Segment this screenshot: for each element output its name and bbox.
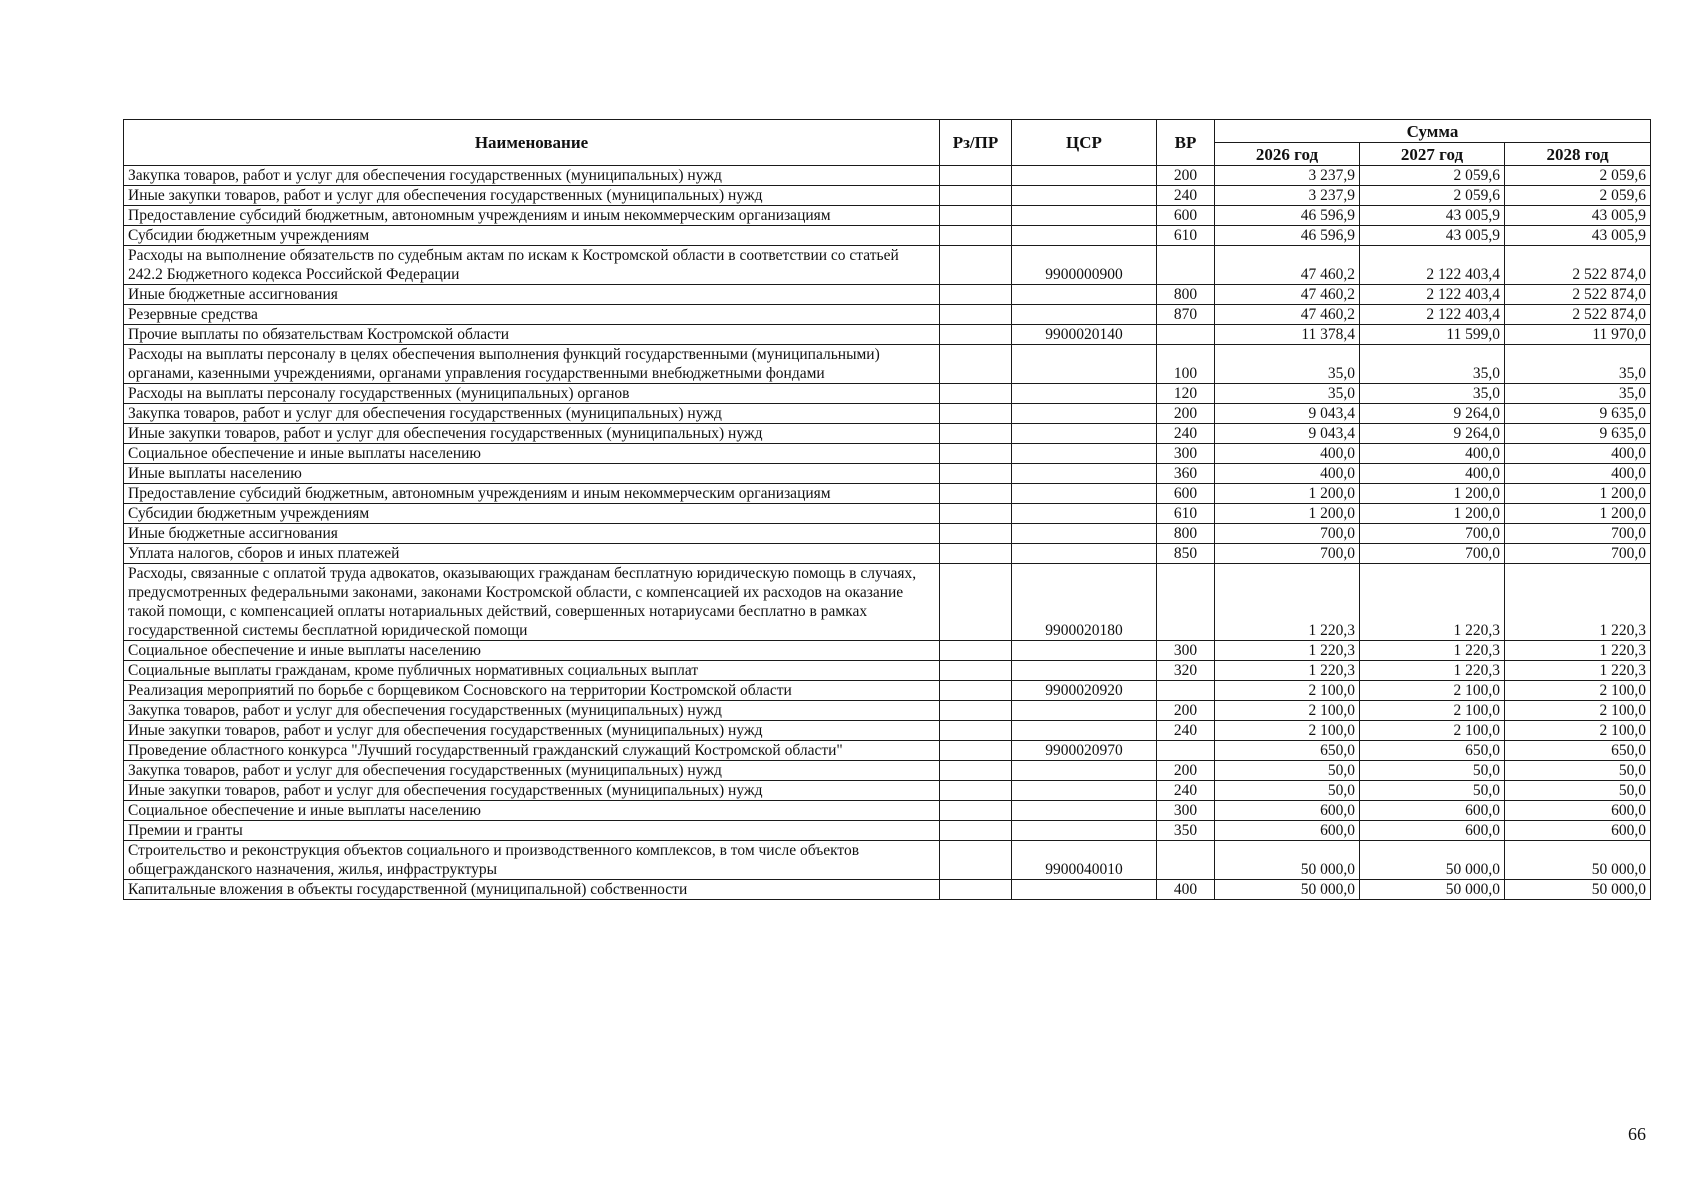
header-vr: ВР bbox=[1157, 120, 1215, 166]
cell-rzpr bbox=[940, 285, 1012, 305]
table-row bbox=[124, 661, 1651, 681]
cell-sum-2027: 11 599,0 bbox=[1360, 325, 1505, 345]
cell-csr bbox=[1012, 186, 1157, 206]
table-row bbox=[124, 544, 1651, 564]
cell-sum-2027: 50 000,0 bbox=[1360, 880, 1505, 900]
cell-vr: 300 bbox=[1157, 801, 1215, 821]
cell-name: Закупка товаров, работ и услуг для обеспечения государственных (муниципальных) нужд bbox=[124, 701, 940, 721]
table-row bbox=[124, 781, 1651, 801]
cell-vr: 850 bbox=[1157, 544, 1215, 564]
cell-sum-2026: 47 460,2 bbox=[1215, 285, 1360, 305]
cell-rzpr bbox=[940, 544, 1012, 564]
cell-sum-2027: 400,0 bbox=[1360, 464, 1505, 484]
cell-vr bbox=[1157, 741, 1215, 761]
cell-name: Иные бюджетные ассигнования bbox=[124, 285, 940, 305]
cell-sum-2028: 600,0 bbox=[1505, 821, 1651, 841]
cell-rzpr bbox=[940, 821, 1012, 841]
cell-sum-2028: 2 522 874,0 bbox=[1505, 305, 1651, 325]
cell-vr: 300 bbox=[1157, 444, 1215, 464]
cell-csr bbox=[1012, 524, 1157, 544]
cell-sum-2026: 50 000,0 bbox=[1215, 880, 1360, 900]
cell-sum-2026: 400,0 bbox=[1215, 464, 1360, 484]
cell-sum-2028: 2 100,0 bbox=[1505, 701, 1651, 721]
cell-name: Иные бюджетные ассигнования bbox=[124, 524, 940, 544]
cell-sum-2028: 2 100,0 bbox=[1505, 721, 1651, 741]
cell-sum-2028: 1 220,3 bbox=[1505, 661, 1651, 681]
cell-sum-2028: 700,0 bbox=[1505, 524, 1651, 544]
cell-vr: 200 bbox=[1157, 701, 1215, 721]
cell-sum-2028: 2 100,0 bbox=[1505, 681, 1651, 701]
cell-csr: 9900020140 bbox=[1012, 325, 1157, 345]
cell-sum-2028: 43 005,9 bbox=[1505, 226, 1651, 246]
table-header bbox=[124, 120, 1651, 166]
cell-name: Расходы, связанные с оплатой труда адвокатов, оказывающих гражданам бесплатную юридическую помощь в случаях, предусмотренных федеральными законами, законами Костромской области, с компенсацией их расходов на оказание такой помощи, с компенсацией оплаты нотариальных действий, совершенных нотариусами бесплатно в рамках государственной системы бесплатной юридической помощи bbox=[124, 564, 940, 641]
table-row bbox=[124, 504, 1651, 524]
cell-name: Предоставление субсидий бюджетным, автономным учреждениям и иным некоммерческим организациям bbox=[124, 484, 940, 504]
cell-csr bbox=[1012, 544, 1157, 564]
cell-vr bbox=[1157, 841, 1215, 880]
cell-rzpr bbox=[940, 325, 1012, 345]
table-row bbox=[124, 841, 1651, 880]
cell-sum-2026: 2 100,0 bbox=[1215, 721, 1360, 741]
cell-sum-2026: 1 220,3 bbox=[1215, 661, 1360, 681]
cell-sum-2027: 35,0 bbox=[1360, 345, 1505, 384]
cell-vr: 300 bbox=[1157, 641, 1215, 661]
cell-sum-2027: 1 220,3 bbox=[1360, 564, 1505, 641]
cell-sum-2027: 1 200,0 bbox=[1360, 484, 1505, 504]
header-year-2028: 2028 год bbox=[1505, 143, 1651, 166]
cell-rzpr bbox=[940, 661, 1012, 681]
cell-sum-2026: 3 237,9 bbox=[1215, 186, 1360, 206]
cell-sum-2028: 400,0 bbox=[1505, 444, 1651, 464]
cell-csr bbox=[1012, 404, 1157, 424]
cell-sum-2027: 35,0 bbox=[1360, 384, 1505, 404]
cell-rzpr bbox=[940, 761, 1012, 781]
header-year-2026: 2026 год bbox=[1215, 143, 1360, 166]
cell-vr: 400 bbox=[1157, 880, 1215, 900]
cell-sum-2026: 50 000,0 bbox=[1215, 841, 1360, 880]
cell-csr bbox=[1012, 305, 1157, 325]
cell-rzpr bbox=[940, 166, 1012, 186]
table-row bbox=[124, 444, 1651, 464]
cell-sum-2026: 400,0 bbox=[1215, 444, 1360, 464]
cell-vr: 200 bbox=[1157, 761, 1215, 781]
cell-name: Предоставление субсидий бюджетным, автономным учреждениям и иным некоммерческим организациям bbox=[124, 206, 940, 226]
cell-sum-2027: 600,0 bbox=[1360, 821, 1505, 841]
cell-sum-2026: 2 100,0 bbox=[1215, 681, 1360, 701]
cell-sum-2026: 47 460,2 bbox=[1215, 246, 1360, 285]
cell-rzpr bbox=[940, 464, 1012, 484]
cell-sum-2028: 650,0 bbox=[1505, 741, 1651, 761]
cell-csr bbox=[1012, 781, 1157, 801]
cell-csr bbox=[1012, 801, 1157, 821]
cell-sum-2028: 9 635,0 bbox=[1505, 404, 1651, 424]
cell-csr: 9900020920 bbox=[1012, 681, 1157, 701]
page-number: 66 bbox=[1628, 1124, 1646, 1144]
table-row bbox=[124, 325, 1651, 345]
cell-name: Иные выплаты населению bbox=[124, 464, 940, 484]
cell-sum-2027: 50,0 bbox=[1360, 761, 1505, 781]
cell-sum-2027: 2 100,0 bbox=[1360, 681, 1505, 701]
cell-sum-2026: 700,0 bbox=[1215, 524, 1360, 544]
cell-csr bbox=[1012, 661, 1157, 681]
table-row bbox=[124, 564, 1651, 641]
cell-vr bbox=[1157, 681, 1215, 701]
cell-sum-2026: 700,0 bbox=[1215, 544, 1360, 564]
cell-csr bbox=[1012, 761, 1157, 781]
cell-vr bbox=[1157, 246, 1215, 285]
cell-vr: 350 bbox=[1157, 821, 1215, 841]
cell-vr: 610 bbox=[1157, 504, 1215, 524]
cell-name: Закупка товаров, работ и услуг для обеспечения государственных (муниципальных) нужд bbox=[124, 166, 940, 186]
cell-sum-2026: 35,0 bbox=[1215, 345, 1360, 384]
table-row bbox=[124, 524, 1651, 544]
header-sum: Сумма bbox=[1215, 120, 1651, 143]
cell-vr: 240 bbox=[1157, 781, 1215, 801]
cell-sum-2027: 2 122 403,4 bbox=[1360, 305, 1505, 325]
header-year-2027: 2027 год bbox=[1360, 143, 1505, 166]
table-row bbox=[124, 186, 1651, 206]
cell-sum-2027: 1 220,3 bbox=[1360, 661, 1505, 681]
cell-name: Иные закупки товаров, работ и услуг для обеспечения государственных (муниципальных) нужд bbox=[124, 186, 940, 206]
cell-sum-2027: 9 264,0 bbox=[1360, 424, 1505, 444]
cell-name: Расходы на выплаты персоналу в целях обеспечения выполнения функций государственными (муниципальными) органами, казенными учреждениями, органами управления государственными внебюджетными фондами bbox=[124, 345, 940, 384]
cell-name: Закупка товаров, работ и услуг для обеспечения государственных (муниципальных) нужд bbox=[124, 761, 940, 781]
cell-sum-2027: 2 059,6 bbox=[1360, 166, 1505, 186]
cell-sum-2027: 2 100,0 bbox=[1360, 721, 1505, 741]
cell-sum-2027: 2 100,0 bbox=[1360, 701, 1505, 721]
cell-sum-2028: 50 000,0 bbox=[1505, 880, 1651, 900]
table-row bbox=[124, 801, 1651, 821]
table-row bbox=[124, 345, 1651, 384]
cell-sum-2028: 2 522 874,0 bbox=[1505, 246, 1651, 285]
cell-rzpr bbox=[940, 741, 1012, 761]
cell-rzpr bbox=[940, 721, 1012, 741]
cell-rzpr bbox=[940, 404, 1012, 424]
table-row bbox=[124, 721, 1651, 741]
table-row bbox=[124, 741, 1651, 761]
cell-sum-2028: 1 200,0 bbox=[1505, 484, 1651, 504]
cell-vr: 320 bbox=[1157, 661, 1215, 681]
cell-sum-2026: 1 220,3 bbox=[1215, 564, 1360, 641]
cell-sum-2028: 600,0 bbox=[1505, 801, 1651, 821]
cell-sum-2026: 9 043,4 bbox=[1215, 424, 1360, 444]
table-row bbox=[124, 384, 1651, 404]
cell-rzpr bbox=[940, 186, 1012, 206]
cell-csr bbox=[1012, 285, 1157, 305]
cell-rzpr bbox=[940, 484, 1012, 504]
cell-csr bbox=[1012, 444, 1157, 464]
cell-name: Проведение областного конкурса "Лучший государственный гражданский служащий Костромской области" bbox=[124, 741, 940, 761]
cell-csr: 9900020180 bbox=[1012, 564, 1157, 641]
cell-vr: 800 bbox=[1157, 524, 1215, 544]
cell-sum-2028: 1 200,0 bbox=[1505, 504, 1651, 524]
cell-sum-2026: 47 460,2 bbox=[1215, 305, 1360, 325]
cell-name: Реализация мероприятий по борьбе с борщевиком Сосновского на территории Костромской области bbox=[124, 681, 940, 701]
header-name: Наименование bbox=[124, 120, 940, 166]
cell-csr bbox=[1012, 206, 1157, 226]
cell-sum-2027: 400,0 bbox=[1360, 444, 1505, 464]
cell-sum-2027: 43 005,9 bbox=[1360, 226, 1505, 246]
cell-csr bbox=[1012, 701, 1157, 721]
cell-rzpr bbox=[940, 641, 1012, 661]
cell-csr bbox=[1012, 424, 1157, 444]
cell-rzpr bbox=[940, 564, 1012, 641]
cell-sum-2027: 50,0 bbox=[1360, 781, 1505, 801]
table-row bbox=[124, 424, 1651, 444]
table-row bbox=[124, 880, 1651, 900]
cell-vr: 600 bbox=[1157, 206, 1215, 226]
cell-csr bbox=[1012, 226, 1157, 246]
cell-sum-2026: 50,0 bbox=[1215, 781, 1360, 801]
cell-rzpr bbox=[940, 206, 1012, 226]
table-row bbox=[124, 484, 1651, 504]
cell-csr bbox=[1012, 821, 1157, 841]
cell-vr: 240 bbox=[1157, 186, 1215, 206]
cell-csr bbox=[1012, 384, 1157, 404]
cell-sum-2028: 9 635,0 bbox=[1505, 424, 1651, 444]
header-rzpr: Рз/ПР bbox=[940, 120, 1012, 166]
cell-sum-2027: 700,0 bbox=[1360, 544, 1505, 564]
cell-csr: 9900040010 bbox=[1012, 841, 1157, 880]
cell-rzpr bbox=[940, 424, 1012, 444]
cell-rzpr bbox=[940, 880, 1012, 900]
cell-sum-2028: 400,0 bbox=[1505, 464, 1651, 484]
cell-name: Иные закупки товаров, работ и услуг для обеспечения государственных (муниципальных) нужд bbox=[124, 721, 940, 741]
cell-rzpr bbox=[940, 444, 1012, 464]
cell-rzpr bbox=[940, 384, 1012, 404]
cell-rzpr bbox=[940, 781, 1012, 801]
cell-vr: 120 bbox=[1157, 384, 1215, 404]
cell-vr bbox=[1157, 564, 1215, 641]
cell-sum-2027: 43 005,9 bbox=[1360, 206, 1505, 226]
table-row bbox=[124, 641, 1651, 661]
cell-csr bbox=[1012, 464, 1157, 484]
cell-name: Премии и гранты bbox=[124, 821, 940, 841]
cell-name: Капитальные вложения в объекты государственной (муниципальной) собственности bbox=[124, 880, 940, 900]
cell-sum-2027: 650,0 bbox=[1360, 741, 1505, 761]
cell-sum-2028: 50,0 bbox=[1505, 761, 1651, 781]
cell-vr bbox=[1157, 325, 1215, 345]
cell-sum-2026: 650,0 bbox=[1215, 741, 1360, 761]
cell-sum-2027: 1 200,0 bbox=[1360, 504, 1505, 524]
cell-csr bbox=[1012, 504, 1157, 524]
cell-sum-2028: 2 522 874,0 bbox=[1505, 285, 1651, 305]
cell-name: Резервные средства bbox=[124, 305, 940, 325]
table-row bbox=[124, 206, 1651, 226]
table-row bbox=[124, 681, 1651, 701]
cell-rzpr bbox=[940, 246, 1012, 285]
cell-sum-2026: 2 100,0 bbox=[1215, 701, 1360, 721]
cell-csr bbox=[1012, 484, 1157, 504]
cell-vr: 240 bbox=[1157, 424, 1215, 444]
cell-sum-2026: 600,0 bbox=[1215, 821, 1360, 841]
cell-vr: 800 bbox=[1157, 285, 1215, 305]
cell-sum-2026: 11 378,4 bbox=[1215, 325, 1360, 345]
cell-sum-2026: 1 220,3 bbox=[1215, 641, 1360, 661]
cell-name: Социальные выплаты гражданам, кроме публичных нормативных социальных выплат bbox=[124, 661, 940, 681]
cell-name: Расходы на выполнение обязательств по судебным актам по искам к Костромской области в соответствии со статьей 242.2 Бюджетного кодекса Российской Федерации bbox=[124, 246, 940, 285]
cell-name: Субсидии бюджетным учреждениям bbox=[124, 504, 940, 524]
table-row bbox=[124, 226, 1651, 246]
cell-name: Социальное обеспечение и иные выплаты населению bbox=[124, 641, 940, 661]
cell-csr bbox=[1012, 880, 1157, 900]
cell-sum-2027: 600,0 bbox=[1360, 801, 1505, 821]
cell-sum-2026: 600,0 bbox=[1215, 801, 1360, 821]
cell-csr bbox=[1012, 641, 1157, 661]
cell-name: Расходы на выплаты персоналу государственных (муниципальных) органов bbox=[124, 384, 940, 404]
cell-rzpr bbox=[940, 226, 1012, 246]
cell-rzpr bbox=[940, 524, 1012, 544]
cell-rzpr bbox=[940, 681, 1012, 701]
cell-name: Строительство и реконструкция объектов социального и производственного комплексов, в том числе объектов общегражданского назначения, жилья, инфраструктуры bbox=[124, 841, 940, 880]
header-csr: ЦСР bbox=[1012, 120, 1157, 166]
cell-name: Уплата налогов, сборов и иных платежей bbox=[124, 544, 940, 564]
cell-sum-2027: 1 220,3 bbox=[1360, 641, 1505, 661]
cell-name: Субсидии бюджетным учреждениям bbox=[124, 226, 940, 246]
cell-rzpr bbox=[940, 841, 1012, 880]
cell-sum-2026: 3 237,9 bbox=[1215, 166, 1360, 186]
cell-rzpr bbox=[940, 305, 1012, 325]
cell-rzpr bbox=[940, 345, 1012, 384]
cell-name: Иные закупки товаров, работ и услуг для обеспечения государственных (муниципальных) нужд bbox=[124, 424, 940, 444]
cell-sum-2027: 50 000,0 bbox=[1360, 841, 1505, 880]
cell-sum-2028: 1 220,3 bbox=[1505, 641, 1651, 661]
cell-vr: 870 bbox=[1157, 305, 1215, 325]
cell-sum-2026: 35,0 bbox=[1215, 384, 1360, 404]
cell-sum-2028: 2 059,6 bbox=[1505, 186, 1651, 206]
cell-csr: 9900020970 bbox=[1012, 741, 1157, 761]
cell-sum-2028: 11 970,0 bbox=[1505, 325, 1651, 345]
cell-name: Закупка товаров, работ и услуг для обеспечения государственных (муниципальных) нужд bbox=[124, 404, 940, 424]
cell-csr bbox=[1012, 345, 1157, 384]
table-body bbox=[124, 166, 1651, 900]
cell-sum-2028: 1 220,3 bbox=[1505, 564, 1651, 641]
cell-sum-2026: 50,0 bbox=[1215, 761, 1360, 781]
cell-rzpr bbox=[940, 701, 1012, 721]
cell-sum-2028: 700,0 bbox=[1505, 544, 1651, 564]
cell-vr: 610 bbox=[1157, 226, 1215, 246]
cell-name: Социальное обеспечение и иные выплаты населению bbox=[124, 801, 940, 821]
cell-sum-2027: 2 059,6 bbox=[1360, 186, 1505, 206]
cell-csr bbox=[1012, 721, 1157, 741]
cell-name: Социальное обеспечение и иные выплаты населению bbox=[124, 444, 940, 464]
cell-sum-2027: 700,0 bbox=[1360, 524, 1505, 544]
table-row bbox=[124, 305, 1651, 325]
cell-vr: 600 bbox=[1157, 484, 1215, 504]
cell-csr: 9900000900 bbox=[1012, 246, 1157, 285]
table-row bbox=[124, 821, 1651, 841]
cell-sum-2027: 2 122 403,4 bbox=[1360, 246, 1505, 285]
cell-sum-2026: 46 596,9 bbox=[1215, 206, 1360, 226]
cell-vr: 240 bbox=[1157, 721, 1215, 741]
cell-rzpr bbox=[940, 504, 1012, 524]
cell-rzpr bbox=[940, 801, 1012, 821]
cell-sum-2027: 9 264,0 bbox=[1360, 404, 1505, 424]
cell-sum-2026: 1 200,0 bbox=[1215, 504, 1360, 524]
table-row bbox=[124, 701, 1651, 721]
cell-sum-2028: 50 000,0 bbox=[1505, 841, 1651, 880]
cell-vr: 200 bbox=[1157, 166, 1215, 186]
cell-sum-2028: 50,0 bbox=[1505, 781, 1651, 801]
table-row bbox=[124, 285, 1651, 305]
budget-table bbox=[123, 119, 1651, 900]
cell-sum-2028: 35,0 bbox=[1505, 345, 1651, 384]
cell-csr bbox=[1012, 166, 1157, 186]
table-row bbox=[124, 761, 1651, 781]
cell-vr: 200 bbox=[1157, 404, 1215, 424]
cell-sum-2028: 2 059,6 bbox=[1505, 166, 1651, 186]
cell-sum-2026: 9 043,4 bbox=[1215, 404, 1360, 424]
cell-name: Прочие выплаты по обязательствам Костромской области bbox=[124, 325, 940, 345]
cell-sum-2028: 43 005,9 bbox=[1505, 206, 1651, 226]
cell-sum-2026: 1 200,0 bbox=[1215, 484, 1360, 504]
table-row bbox=[124, 246, 1651, 285]
cell-vr: 100 bbox=[1157, 345, 1215, 384]
cell-sum-2027: 2 122 403,4 bbox=[1360, 285, 1505, 305]
table-row bbox=[124, 166, 1651, 186]
cell-sum-2026: 46 596,9 bbox=[1215, 226, 1360, 246]
table-row bbox=[124, 404, 1651, 424]
table-row bbox=[124, 464, 1651, 484]
cell-vr: 360 bbox=[1157, 464, 1215, 484]
cell-sum-2028: 35,0 bbox=[1505, 384, 1651, 404]
cell-name: Иные закупки товаров, работ и услуг для обеспечения государственных (муниципальных) нужд bbox=[124, 781, 940, 801]
